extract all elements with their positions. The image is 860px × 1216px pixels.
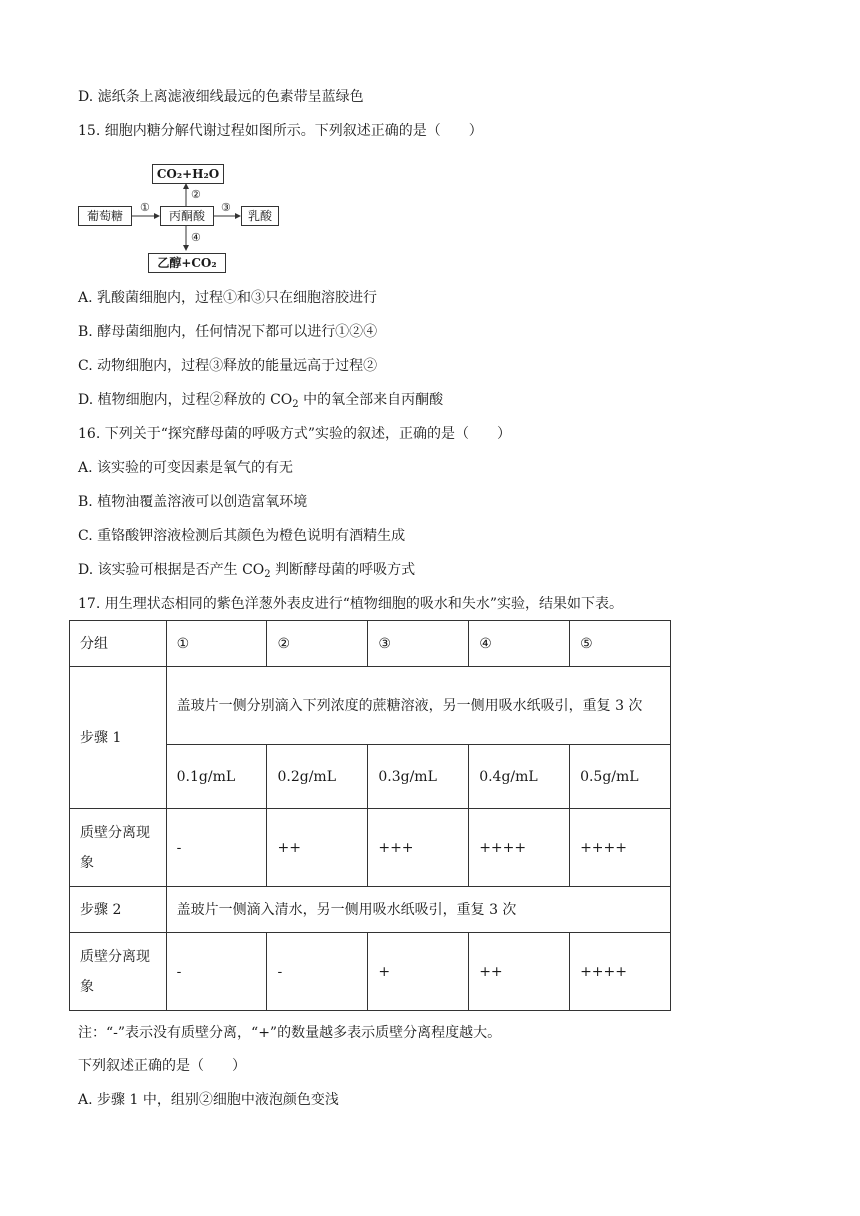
table-row: [70, 621, 671, 667]
table-row: [70, 667, 671, 745]
q15-option-d: [78, 390, 443, 410]
table-row: [70, 933, 671, 1011]
group-header: ⑤: [570, 621, 671, 667]
concentration-cell: 0.2g/mL: [267, 745, 368, 809]
q16-option-c: C. 重铬酸钾溶液检测后其颜色为橙色说明有酒精生成: [78, 528, 406, 544]
step2-label: 步骤 2: [70, 887, 167, 933]
q17-ask: 下列叙述正确的是（ ）: [78, 1058, 246, 1074]
q15-option-b: B. 酵母菌细胞内，任何情况下都可以进行①②④: [78, 324, 378, 340]
q17-stem: 17. 用生理状态相同的紫色洋葱外表皮进行“植物细胞的吸水和失水”实验，结果如下表。: [78, 596, 624, 612]
q16-option-d: [78, 560, 415, 580]
result-cell: ++++: [570, 933, 671, 1011]
q17-option-a: A. 步骤 1 中，组别②细胞中液泡颜色变浅: [78, 1092, 339, 1108]
result-cell: +++: [368, 809, 469, 887]
q15-d-text: D. 植物细胞内，过程②释放的 CO: [78, 392, 293, 408]
result-cell: ++++: [469, 809, 570, 887]
q16-option-b: B. 植物油覆盖溶液可以创造富氧环境: [78, 494, 308, 510]
step2-description: 盖玻片一侧滴入清水，另一侧用吸水纸吸引，重复 3 次: [166, 887, 670, 933]
result-cell: ++++: [570, 809, 671, 887]
q15-d-text-rest: 中的氧全部来自丙酮酸: [298, 392, 444, 408]
step1-description: 盖玻片一侧分别滴入下列浓度的蔗糖溶液，另一侧用吸水纸吸引，重复 3 次: [166, 667, 670, 745]
q16-d-subscript: 2: [264, 569, 271, 580]
concentration-cell: 0.5g/mL: [570, 745, 671, 809]
q15-d-subscript: 2: [292, 399, 299, 410]
group-header: ④: [469, 621, 570, 667]
lactate-box: 乳酸: [241, 206, 279, 226]
group-header: ②: [267, 621, 368, 667]
q16-d-text-rest: 判断酵母菌的呼吸方式: [270, 562, 416, 578]
co2-h2o-box: CO₂+H₂O: [152, 164, 224, 184]
pyruvate-box: 丙酮酸: [160, 206, 214, 226]
q16-d-text: D. 该实验可根据是否产生 CO: [78, 562, 265, 578]
step-2-label: ②: [191, 188, 201, 201]
plasmolysis-label: 质壁分离现象: [70, 933, 167, 1011]
q17-note: 注：“-”表示没有质壁分离，“+”的数量越多表示质壁分离程度越大。: [78, 1025, 502, 1041]
concentration-cell: 0.3g/mL: [368, 745, 469, 809]
step1-label: 步骤 1: [70, 667, 167, 809]
step-1-label: ①: [140, 201, 150, 214]
result-cell: +: [368, 933, 469, 1011]
result-cell: ++: [267, 809, 368, 887]
q15-option-a: A. 乳酸菌细胞内，过程①和③只在细胞溶胶进行: [78, 290, 378, 306]
step-3-label: ③: [221, 201, 231, 214]
plasmolysis-label: 质壁分离现象: [70, 809, 167, 887]
result-cell: ++: [469, 933, 570, 1011]
q14-option-d: D. 滤纸条上离滤液细线最远的色素带呈蓝绿色: [78, 89, 364, 105]
q15-stem: 15. 细胞内糖分解代谢过程如图所示。下列叙述正确的是（ ）: [78, 123, 483, 139]
ethanol-co2-box: 乙醇+CO₂: [148, 253, 226, 273]
group-header: ③: [368, 621, 469, 667]
result-cell: -: [166, 933, 267, 1011]
q16-stem: 16. 下列关于“探究酵母菌的呼吸方式”实验的叙述，正确的是（ ）: [78, 426, 512, 442]
table-row: [70, 887, 671, 933]
q16-option-a: A. 该实验的可变因素是氧气的有无: [78, 460, 294, 476]
step-4-label: ④: [191, 231, 201, 244]
glucose-box: 葡萄糖: [78, 206, 132, 226]
header-group-label: 分组: [70, 621, 167, 667]
result-cell: -: [267, 933, 368, 1011]
results-table: [69, 620, 671, 1011]
result-cell: -: [166, 809, 267, 887]
table-row: [70, 809, 671, 887]
concentration-cell: 0.1g/mL: [166, 745, 267, 809]
group-header: ①: [166, 621, 267, 667]
metabolism-diagram: [78, 160, 278, 275]
concentration-cell: 0.4g/mL: [469, 745, 570, 809]
q15-option-c: C. 动物细胞内，过程③释放的能量远高于过程②: [78, 358, 378, 374]
